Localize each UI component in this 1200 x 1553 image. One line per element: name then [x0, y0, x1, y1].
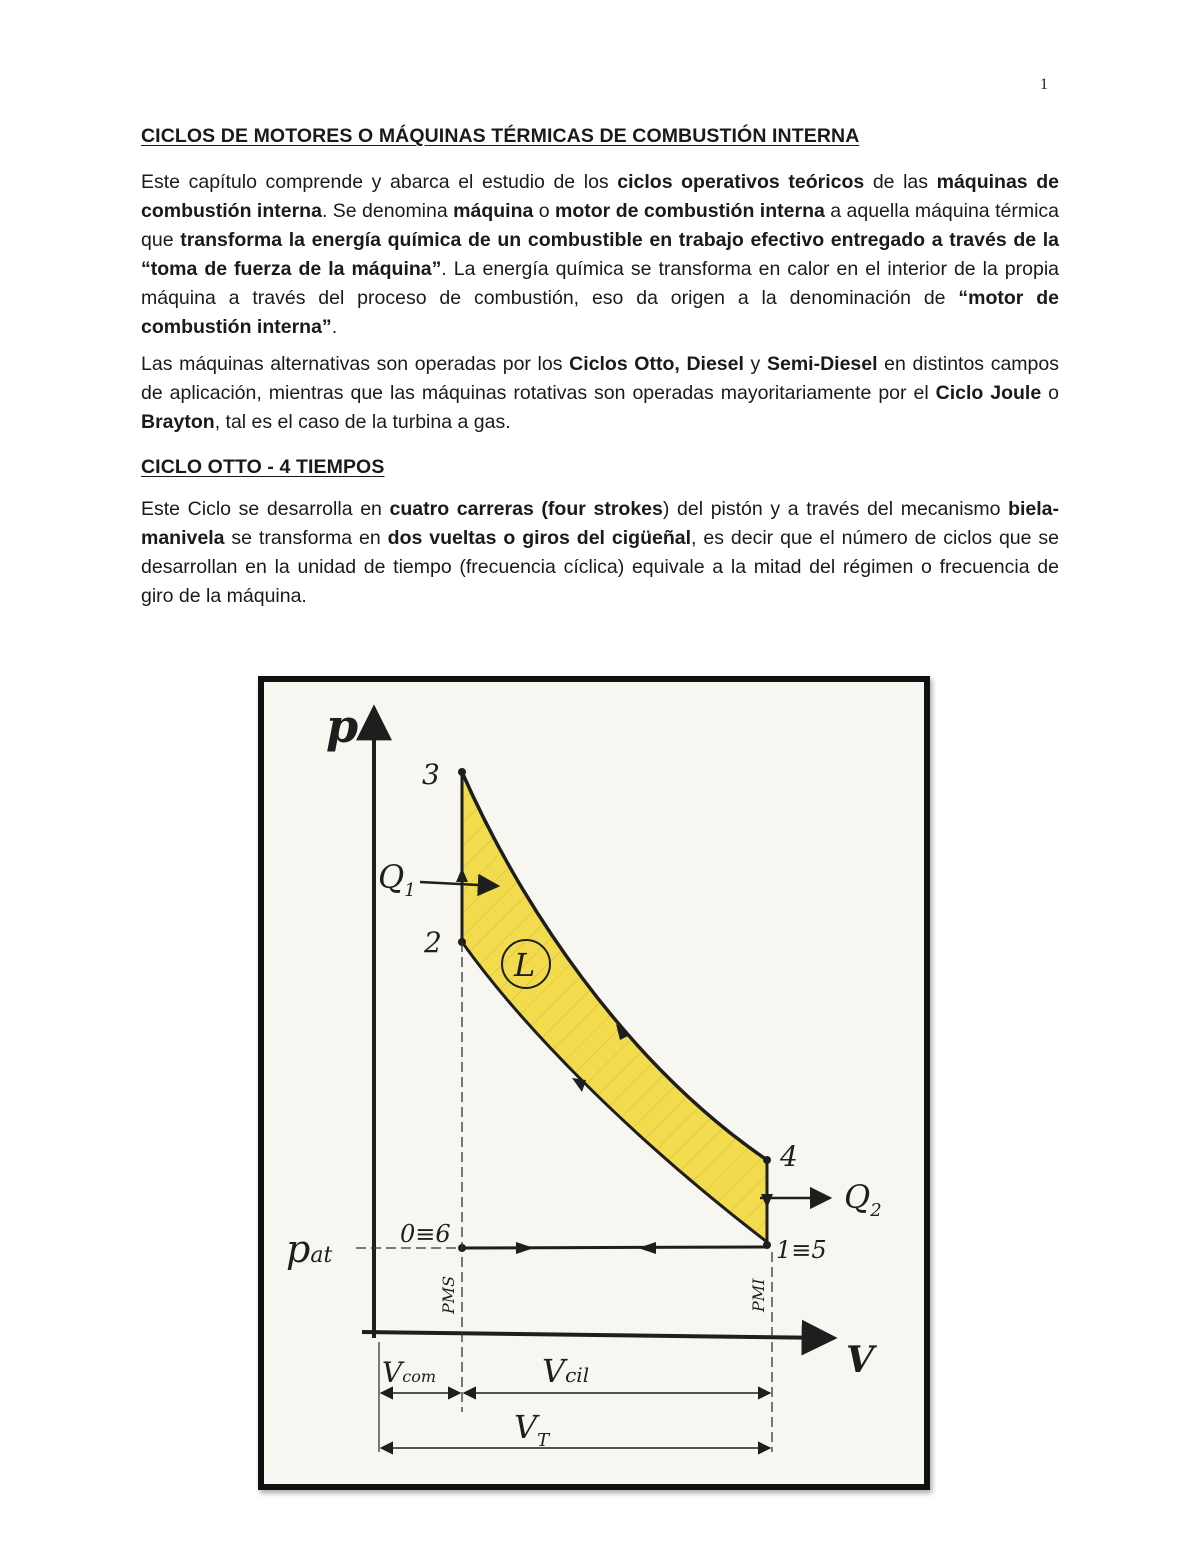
q1-label: $Q_1$	[378, 858, 416, 901]
paragraph1-run: de las	[864, 171, 937, 193]
point-3-label: 3	[422, 758, 440, 791]
otto-paragraph	[141, 495, 1059, 611]
paragraph1-run: .	[331, 316, 338, 338]
patm-label: pat	[286, 1227, 333, 1271]
point-2-label: 2	[424, 926, 442, 959]
intro-paragraph	[141, 168, 1059, 342]
paragraph2-run: Ciclos Otto, Diesel	[569, 353, 744, 375]
point-0-6-label: 0≡6	[400, 1220, 451, 1248]
paragraph2-run: , tal es el caso de la turbina a gas.	[214, 411, 511, 433]
direction-arrow-intake	[516, 1242, 534, 1254]
paragraph2-run: Brayton	[141, 411, 215, 433]
document-body	[141, 120, 1059, 619]
vcom-label: Vcom	[382, 1356, 436, 1389]
pms-label: PMS	[439, 1275, 458, 1314]
pmi-label: PMI	[749, 1278, 768, 1312]
p-axis-label: p	[326, 699, 359, 753]
atmospheric-line	[462, 1247, 767, 1248]
paragraph1-run: Este capítulo comprende y abarca el estudio de los	[141, 171, 618, 193]
point-4-label: 4	[780, 1140, 798, 1173]
paragraph2-run: en distintos campos de aplicación, mientras que las máquinas rotativas son operadas mayoritariamente por el	[141, 353, 1059, 404]
paragraph3-run: Este Ciclo se desarrolla en	[141, 498, 390, 520]
section-title-otto: CICLO OTTO - 4 TIEMPOS	[141, 456, 385, 478]
page-number: 1	[1040, 76, 1048, 93]
otto-pv-diagram	[264, 682, 924, 1484]
document-title: CICLOS DE MOTORES O MÁQUINAS TÉRMICAS DE COMBUSTIÓN INTERNA	[141, 125, 860, 147]
point-4-dot	[763, 1156, 771, 1164]
point-3-dot	[458, 768, 466, 776]
paragraph1-run: transforma la energía química de un combustible en trabajo efectivo entregado a través de la “toma de fuerza de la máquina”	[141, 229, 1060, 280]
q2-label: $Q_2$	[844, 1178, 882, 1221]
paragraph3-run: cuatro carreras (four strokes	[389, 498, 663, 520]
otto-cycle-figure	[258, 676, 930, 1490]
direction-arrow-compression	[572, 1078, 586, 1092]
paragraph1-run: o	[533, 200, 556, 222]
paragraph1-run: máquinas de combustión interna	[141, 171, 1060, 222]
paragraph1-run: . Se denomina	[321, 200, 454, 222]
paragraph2-run: Las máquinas alternativas son operadas por los	[141, 353, 570, 375]
paragraph1-run: a aquella máquina térmica que	[141, 200, 1059, 251]
paragraph3-run: dos vueltas o giros del cigüeñal	[387, 527, 692, 549]
paragraph1-run: máquina	[453, 200, 534, 222]
paragraph2-run: Ciclo Joule	[935, 382, 1042, 404]
machines-paragraph	[141, 350, 1059, 437]
vt-label: $V_T$	[514, 1408, 550, 1451]
paragraph3-run: ) del pistón y a través del mecanismo	[662, 498, 1009, 520]
point-1-5-dot	[763, 1241, 771, 1249]
work-area-hatch	[462, 772, 767, 1242]
paragraph2-run: Semi-Diesel	[766, 353, 878, 375]
paragraph1-run: . La energía química se transforma en calor en el interior de la propia máquina a través del proceso de combustión, eso da origen a la denominación de	[141, 258, 1059, 309]
paragraph1-run: motor de combustión interna	[555, 200, 825, 222]
paragraph1-run: ciclos operativos teóricos	[617, 171, 865, 193]
paragraph3-run: se transforma en	[224, 527, 388, 549]
paragraph1-run: “motor de combustión interna”	[141, 287, 1059, 338]
direction-arrow-exhaust	[638, 1242, 656, 1254]
v-axis	[362, 1332, 834, 1338]
paragraph3-run: biela-manivela	[141, 498, 1059, 549]
paragraph2-run: y	[743, 353, 767, 375]
point-1-5-label: 1≡5	[776, 1236, 827, 1264]
vcil-label: Vcil	[542, 1352, 590, 1390]
work-label: L	[514, 946, 536, 984]
v-axis-label: V	[846, 1339, 874, 1381]
paragraph2-run: o	[1041, 382, 1060, 404]
paragraph3-run: , es decir que el número de ciclos que se desarrollan en la unidad de tiempo (frecuencia cíclica) equivale a la mitad del régimen o frecuencia de giro de la máquina.	[141, 527, 1060, 607]
